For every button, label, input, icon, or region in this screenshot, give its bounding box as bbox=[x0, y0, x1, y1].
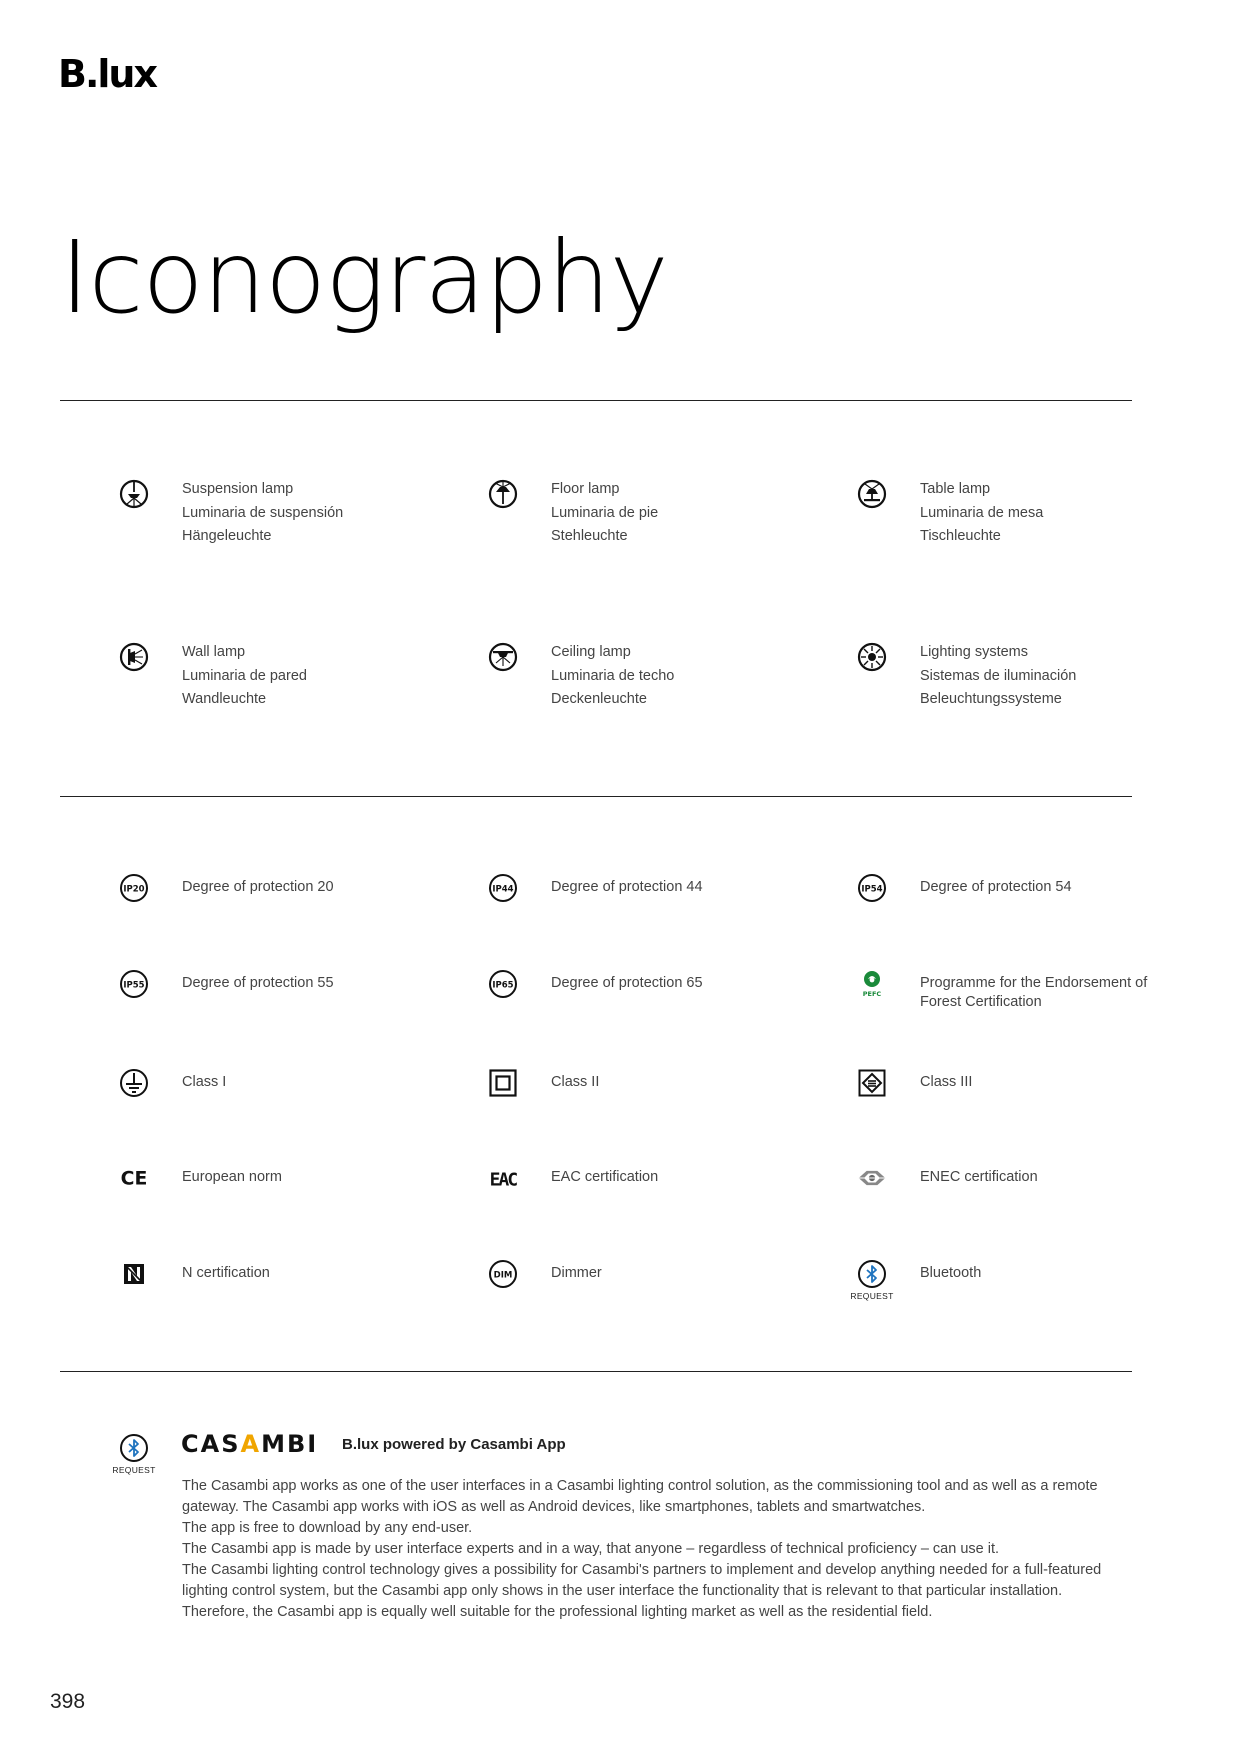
ceiling-lamp-icon bbox=[487, 641, 519, 673]
cert-label: Class III bbox=[920, 1074, 973, 1090]
pefc-icon bbox=[856, 968, 888, 1000]
cert-label: Programme for the Endorsement of Forest Certification bbox=[920, 975, 1148, 1010]
ip20-badge-text: IP20 bbox=[123, 884, 145, 895]
paragraph-line: The Casambi app works as one of the user interfaces in a Casambi lighting control solution, as the commissioning tool and as well as a remote gateway. The Casambi app works with iOS as well as Android devices, like smartphones, tablets and smartwatches. bbox=[182, 1478, 1098, 1515]
label-es: Luminaria de techo bbox=[551, 667, 675, 684]
bluetooth-icon bbox=[856, 1258, 888, 1290]
label-de: Hängeleuchte bbox=[182, 528, 272, 544]
casambi-subtitle: B.lux powered by Casambi App bbox=[342, 1436, 566, 1453]
casambi-logo-part: CAS bbox=[181, 1430, 241, 1458]
cert-label: ENEC certification bbox=[920, 1169, 1038, 1185]
class-3-icon bbox=[856, 1067, 888, 1099]
dimmer-badge-text: DIM bbox=[493, 1270, 513, 1281]
casambi-logo-accent: A bbox=[240, 1430, 262, 1458]
n-certification-icon bbox=[118, 1258, 150, 1290]
ip20-icon bbox=[118, 872, 150, 904]
label-de: Wandleuchte bbox=[182, 691, 267, 707]
casambi-logo bbox=[181, 1430, 318, 1458]
label-es: Luminaria de mesa bbox=[920, 504, 1044, 521]
label-en: Ceiling lamp bbox=[551, 644, 631, 660]
wall-lamp-icon bbox=[118, 641, 150, 673]
cert-label: European norm bbox=[182, 1169, 282, 1185]
label-de: Tischleuchte bbox=[920, 528, 1001, 544]
label-en: Suspension lamp bbox=[182, 481, 294, 497]
cert-label: EAC certification bbox=[551, 1169, 659, 1185]
paragraph-line: The Casambi lighting control technology gives a possibility for Casambi's partners to implement and develop anything needed for a full-featured lighting control system, but the Casambi app only shows in the user interface the functionality that is relevant to that particular installation. Therefore, the Casambi app is equally well suitable for the professional lighting market as well as the residential field. bbox=[182, 1562, 1102, 1620]
paragraph-line: The Casambi app is made by user interface experts and in a way, that anyone – regardless of technical proficiency – can use it. bbox=[182, 1541, 1000, 1557]
enec-icon bbox=[856, 1162, 888, 1194]
cert-label: Degree of protection 44 bbox=[551, 879, 703, 895]
ip65-icon bbox=[487, 968, 519, 1000]
cert-label: Dimmer bbox=[551, 1265, 602, 1281]
lighting-systems-icon bbox=[856, 641, 888, 673]
cert-label: Degree of protection 65 bbox=[551, 975, 703, 991]
label-en: Table lamp bbox=[920, 481, 991, 497]
page-title: Iconography bbox=[60, 219, 668, 336]
class-1-icon bbox=[118, 1067, 150, 1099]
eac-badge-text: EAC bbox=[489, 1169, 517, 1191]
casambi-description bbox=[182, 1476, 1122, 1623]
table-lamp-icon bbox=[856, 478, 888, 510]
cert-label: Bluetooth bbox=[920, 1265, 982, 1281]
section-divider bbox=[60, 796, 1132, 797]
ce-icon bbox=[118, 1162, 150, 1194]
paragraph-line: The app is free to download by any end-user. bbox=[182, 1520, 473, 1536]
eac-icon bbox=[487, 1162, 519, 1194]
ip54-icon bbox=[856, 872, 888, 904]
section-divider bbox=[60, 1371, 1132, 1372]
suspension-lamp-icon bbox=[118, 478, 150, 510]
cert-label: Class II bbox=[551, 1074, 600, 1090]
floor-lamp-icon bbox=[487, 478, 519, 510]
cert-label: Degree of protection 55 bbox=[182, 975, 334, 991]
dimmer-icon bbox=[487, 1258, 519, 1290]
ip65-badge-text: IP65 bbox=[492, 980, 514, 991]
ip54-badge-text: IP54 bbox=[861, 884, 883, 895]
class-2-icon bbox=[487, 1067, 519, 1099]
ip44-icon bbox=[487, 872, 519, 904]
label-de: Stehleuchte bbox=[551, 528, 628, 544]
request-tag: REQUEST bbox=[850, 1291, 894, 1301]
label-en: Lighting systems bbox=[920, 644, 1028, 660]
label-es: Luminaria de pie bbox=[551, 504, 659, 521]
cert-label: N certification bbox=[182, 1265, 270, 1281]
ip55-icon bbox=[118, 968, 150, 1000]
ip55-badge-text: IP55 bbox=[123, 980, 145, 991]
cert-label: Class I bbox=[182, 1074, 227, 1090]
bluetooth-icon bbox=[118, 1432, 150, 1464]
label-de: Beleuchtungssysteme bbox=[920, 691, 1062, 707]
section-divider bbox=[60, 400, 1132, 401]
ip44-badge-text: IP44 bbox=[492, 884, 514, 895]
ce-badge-text: CE bbox=[120, 1168, 148, 1190]
label-es: Luminaria de pared bbox=[182, 667, 307, 684]
label-en: Wall lamp bbox=[182, 644, 246, 660]
label-en: Floor lamp bbox=[551, 481, 620, 497]
cert-label: Degree of protection 20 bbox=[182, 879, 334, 895]
cert-label: Degree of protection 54 bbox=[920, 879, 1072, 895]
casambi-logo-part: MBI bbox=[261, 1430, 319, 1458]
request-tag: REQUEST bbox=[112, 1465, 156, 1475]
pefc-badge-text: PEFC bbox=[862, 990, 882, 998]
label-es: Luminaria de suspensión bbox=[182, 504, 344, 521]
page-number: 398 bbox=[50, 1690, 86, 1713]
label-es: Sistemas de iluminación bbox=[920, 667, 1077, 684]
label-de: Deckenleuchte bbox=[551, 691, 647, 707]
brand-logo: B.lux bbox=[58, 52, 156, 96]
